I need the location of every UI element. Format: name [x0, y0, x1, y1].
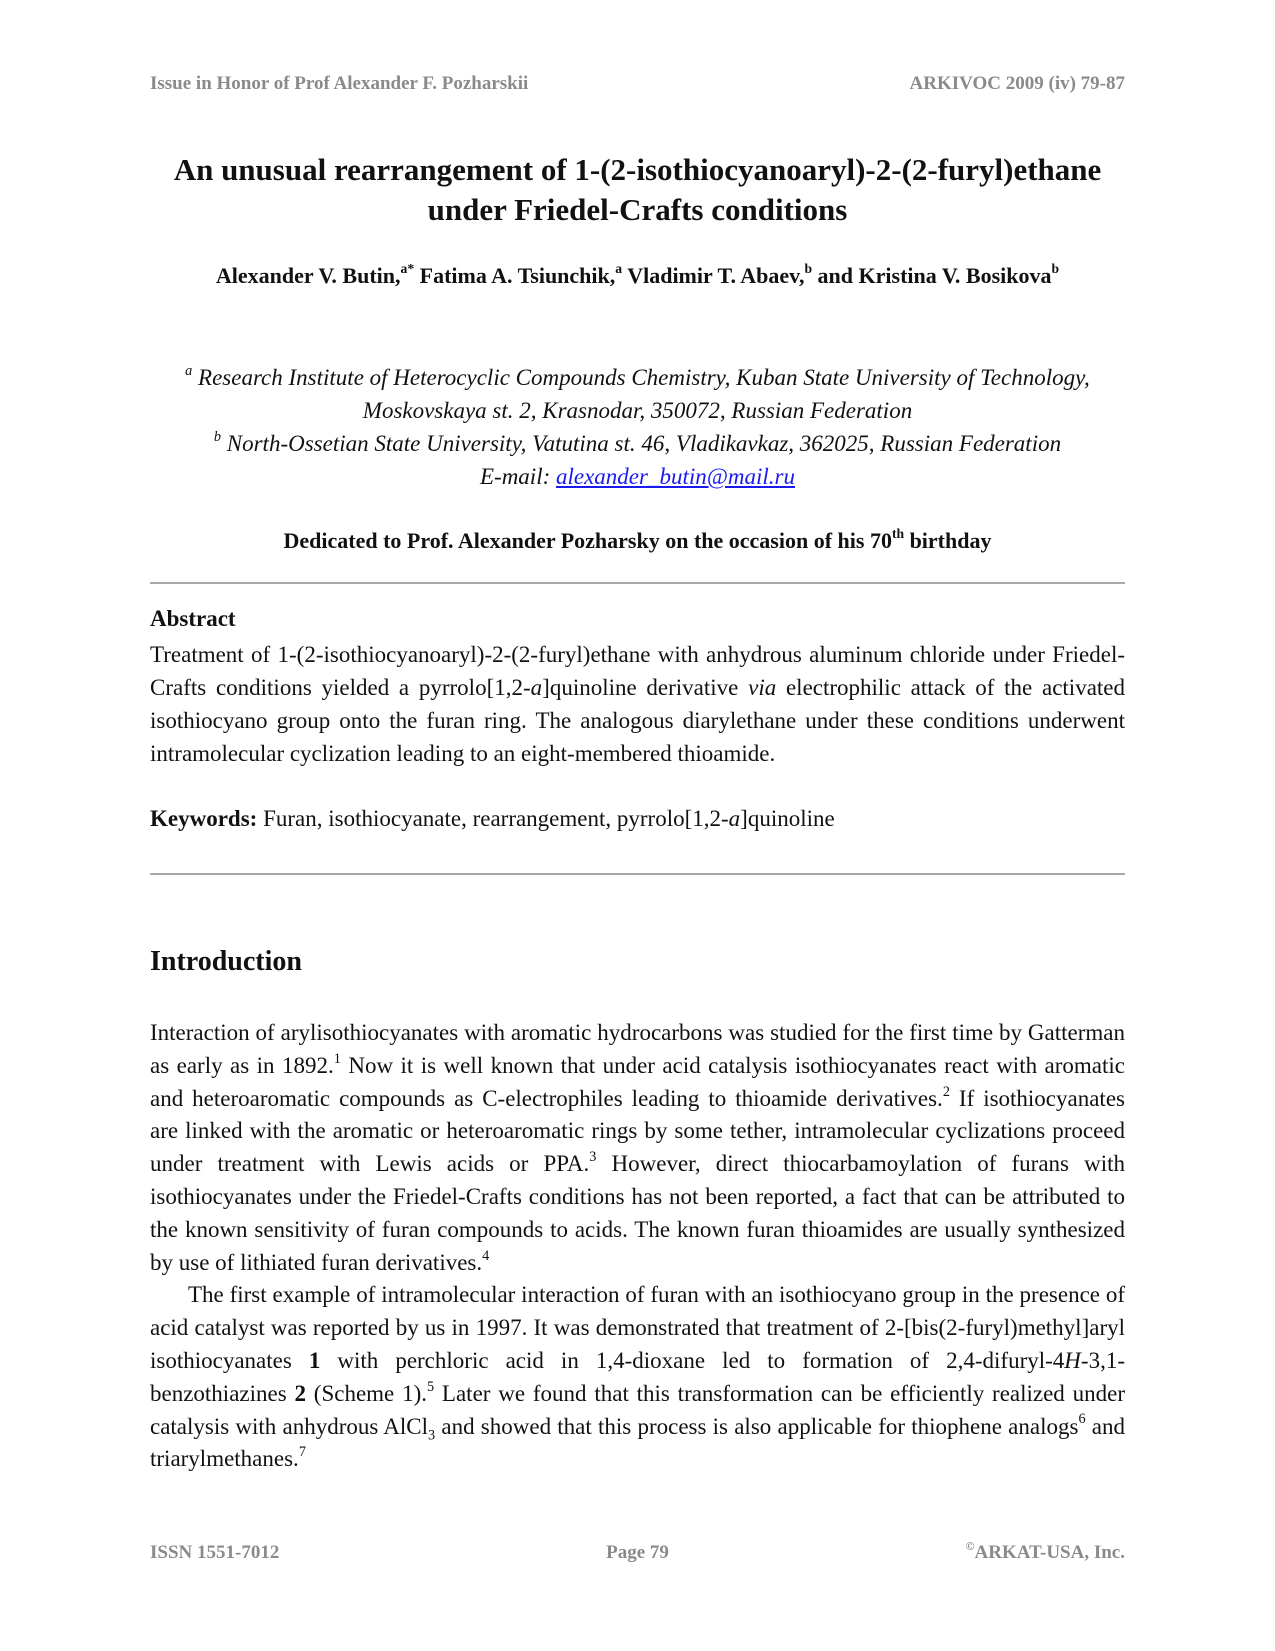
- dedication-text-end: birthday: [904, 528, 992, 553]
- dedication-text: Dedicated to Prof. Alexander Pozharsky on the occasion of his 70: [283, 528, 892, 553]
- reference-superscript: 5: [426, 1378, 435, 1395]
- divider-top: [150, 582, 1125, 584]
- footer-copyright: [965, 1539, 1125, 1564]
- text-segment: -3,1-benzothiazines: [150, 1347, 1125, 1406]
- author-affiliation-mark: a*: [400, 261, 415, 277]
- footer-issn: ISSN 1551-7012: [150, 1542, 280, 1563]
- text-segment: If isothiocyanates are linked with the aromatic or heteroaromatic rings by some tether, intramolecular cyclizations proceed under treatment with Lewis acids or PPA.: [150, 1085, 1125, 1177]
- keywords-segment: ]quinoline: [740, 806, 835, 831]
- text-segment: and triarylmethanes.: [150, 1413, 1125, 1472]
- keywords-segment: Furan, isothiocyanate, rearrangement, pyrrolo[1,2-: [257, 806, 729, 831]
- keywords-italic: a: [728, 806, 741, 831]
- footer-page-number: Page 79: [606, 1542, 669, 1563]
- author-affiliation-mark: b: [804, 261, 813, 277]
- running-header-left: Issue in Honor of Prof Alexander F. Pozharskii: [150, 73, 529, 94]
- author-conjunction: and: [817, 263, 854, 288]
- affiliation-a: [150, 361, 1125, 427]
- subscript: 3: [428, 1427, 436, 1444]
- article-title: An unusual rearrangement of 1-(2-isothiocyanoaryl)-2-(2-furyl)ethane under Friedel-Crafts conditions: [173, 152, 1102, 227]
- abstract-text: [150, 638, 1125, 770]
- affiliation-b: [150, 427, 1125, 460]
- abstract-segment: electrophilic attack of the activated isothiocyano group onto the furan ring. The analogous diarylethane under these conditions underwent intramolecular cyclization leading to an eight-membered thioamide.: [150, 675, 1125, 766]
- text-segment: Later we found that this transformation can be efficiently realized under catalysis with anhydrous AlCl: [150, 1380, 1125, 1439]
- affiliations: [150, 361, 1125, 493]
- text-segment: with perchloric acid in 1,4-dioxane led to formation of 2,4-difuryl-4: [320, 1347, 1065, 1373]
- reference-superscript: 1: [333, 1050, 341, 1067]
- text-segment: Interaction of arylisothiocyanates with aromatic hydrocarbons was studied for the first time by Gatterman as early as in 1892.: [150, 1020, 1125, 1078]
- copyright-symbol: ©: [965, 1539, 975, 1553]
- italic-text: H: [1064, 1347, 1081, 1373]
- text-segment: Now it is well known that under acid catalysis isothiocyanates react with aromatic and heteroaromatic compounds as C-electrophiles leading to thioamide derivatives.: [150, 1052, 1125, 1111]
- email-label: E-mail:: [479, 464, 551, 489]
- introduction-body: [150, 1017, 1125, 1476]
- divider-bottom: [150, 873, 1125, 875]
- text-segment: The first example of intramolecular interaction of furan with an isothiocyano group in the presence of acid catalyst was reported by us in 1997. It was demonstrated that treatment of 2-[bis(2-furyl)methyl]aryl isothiocyanates: [150, 1282, 1125, 1373]
- keywords: [150, 806, 1125, 832]
- text-segment: (Scheme 1).: [305, 1380, 427, 1406]
- author-name: Kristina V. Bosikova: [858, 263, 1052, 288]
- affiliation-text: North-Ossetian State University, Vatutina st. 46, Vladikavkaz, 362025, Russian Federation: [226, 431, 1062, 456]
- dedication: [150, 528, 1125, 554]
- compound-number: 1: [308, 1347, 321, 1373]
- abstract-segment: Treatment of 1-(2-isothiocyanoaryl)-2-(2-furyl)ethane with anhydrous aluminum chloride under Friedel-Crafts conditions yielded a pyrrolo[1,2-: [150, 642, 1125, 700]
- reference-superscript: 4: [482, 1247, 490, 1264]
- paragraph: [150, 1279, 1125, 1476]
- footer-publisher: ARKAT-USA, Inc.: [974, 1542, 1125, 1563]
- text-segment: However, direct thiocarbamoylation of furans with isothiocyanates under the Friedel-Crafts conditions has not been reported, a fact that can be attributed to the known sensitivity of furan compounds to acids. The known furan thioamides are usually synthesized by use of lithiated furan derivatives.: [150, 1151, 1125, 1275]
- keywords-label: Keywords:: [150, 806, 258, 831]
- affiliation-text: Research Institute of Heterocyclic Compounds Chemistry, Kuban State University of Technology, Moskovskaya st. 2, Krasnodar, 350072, Russian Federation: [198, 365, 1090, 423]
- running-header-right: ARKIVOC 2009 (iv) 79-87: [909, 73, 1125, 94]
- abstract-italic: via: [748, 675, 777, 700]
- email-line: [150, 460, 1125, 493]
- abstract-italic: a: [530, 675, 543, 700]
- text-segment: and showed that this process is also applicable for thiophene analogs: [435, 1413, 1079, 1439]
- reference-superscript: 7: [298, 1444, 306, 1461]
- author-affiliation-mark: a: [615, 261, 623, 277]
- affiliation-mark: a: [185, 362, 193, 379]
- author-name: Vladimir T. Abaev,: [627, 263, 805, 288]
- reference-superscript: 6: [1078, 1411, 1086, 1428]
- paragraph: [150, 1017, 1125, 1279]
- abstract-heading: Abstract: [150, 606, 236, 631]
- author-name: Alexander V. Butin,: [215, 263, 401, 288]
- reference-superscript: 3: [589, 1149, 597, 1166]
- author-list: [190, 260, 1085, 292]
- email-link[interactable]: alexander_butin@mail.ru: [556, 464, 795, 489]
- author-name: Fatima A. Tsiunchik,: [419, 263, 616, 288]
- author-affiliation-mark: b: [1051, 261, 1060, 277]
- dedication-superscript: th: [891, 526, 905, 542]
- introduction-heading: Introduction: [150, 946, 302, 977]
- compound-number: 2: [294, 1380, 306, 1406]
- abstract-segment: ]quinoline derivative: [542, 675, 749, 700]
- affiliation-mark: b: [213, 428, 222, 445]
- reference-superscript: 2: [942, 1083, 950, 1100]
